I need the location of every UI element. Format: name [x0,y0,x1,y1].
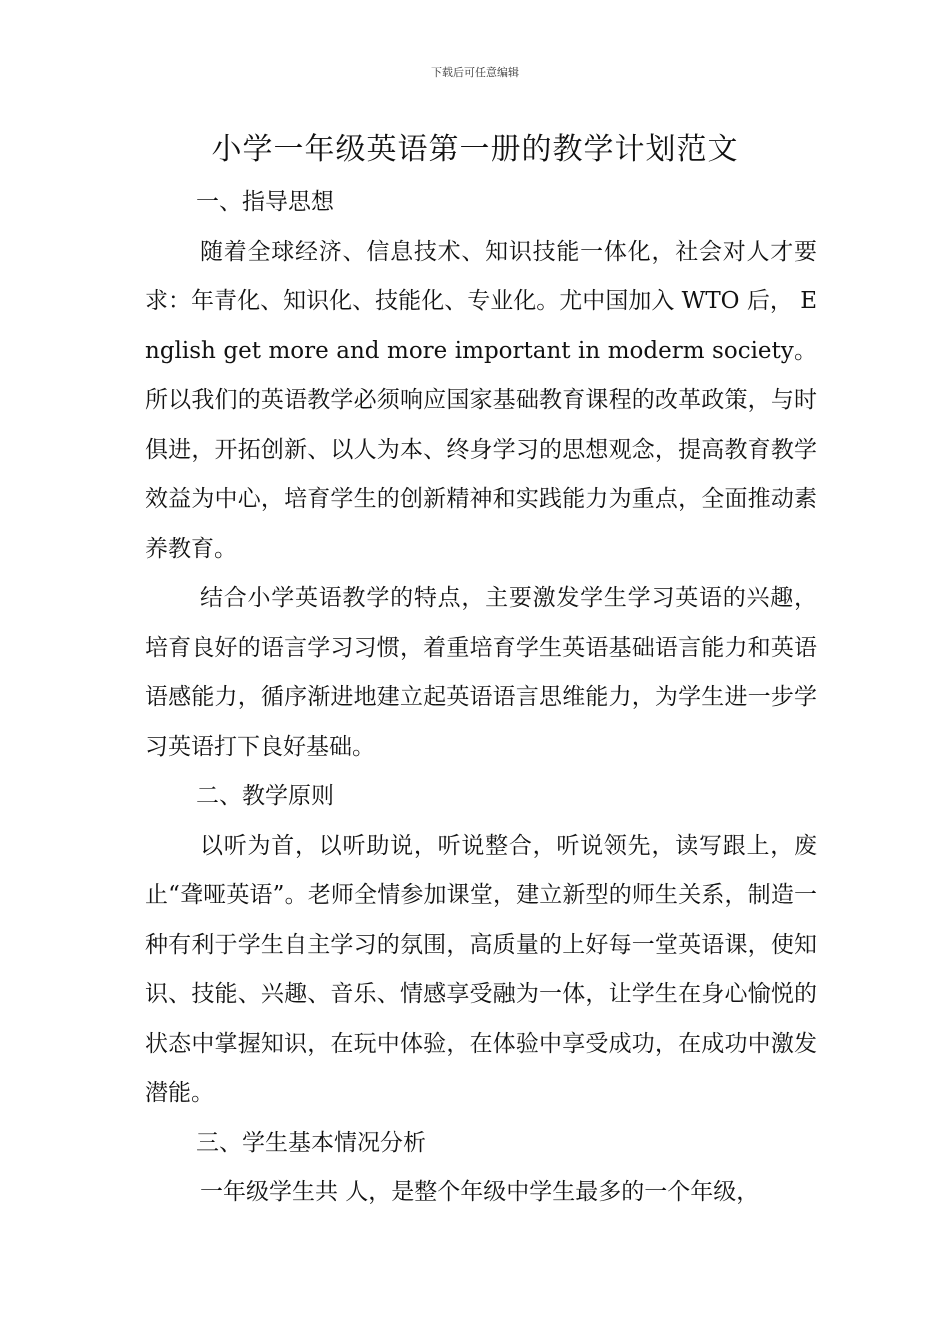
paragraph-student-analysis-1: 一年级学生共 人，是整个年级中学生最多的一个年级， [200,1179,760,1205]
section-heading-student-analysis: 三、学生基本情况分析 [196,1129,426,1156]
paragraph-guiding-ideology-2: 结合小学英语教学的特点，主要激发学生学习英语的兴趣，培育良好的语言学习习惯，着重培育学生英语基础语言能力和英语语感能力，循序渐进地建立起英语语言思维能力，为学生进一步学习英语打下良好基础。 [145,585,817,760]
section-heading-teaching-principles: 二、教学原则 [196,783,334,809]
document-title: 小学一年级英语第一册的教学计划范文 [211,132,739,167]
section-heading-guiding-ideology: 一、指导思想 [196,189,334,215]
paragraph-teaching-principles-1: 以听为首，以听助说，听说整合，听说领先，读写跟上，废止“聋哑英语”。老师全情参加课堂，建立新型的师生关系，制造一种有利于学生自主学习的氛围，高质量的上好每一堂英语课，使知识、技能、兴趣、音乐、情感享受融为一体，让学生在身心愉悦的状态中掌握知识，在玩中体验，在体验中享受成功，在成功中激发潜能。 [145,832,817,1106]
page-header-note: 下载后可任意编辑 [431,66,519,79]
paragraph-guiding-ideology-1: 随着全球经济、信息技术、知识技能一体化，社会对人才要求：年青化、知识化、技能化、专业化。尤中国加入 WTO 后， English get more and more important in moderm society。所以我们的英语教学必须响应国家基础教育课程的改革政策，与时俱进，开拓创新、以人为本、终身学习的思想观念，提高教育教学效益为中心，培育学生的创新精神和实践能力为重点，全面推动素养教育。 [145,238,817,562]
document-body [145,178,817,1218]
